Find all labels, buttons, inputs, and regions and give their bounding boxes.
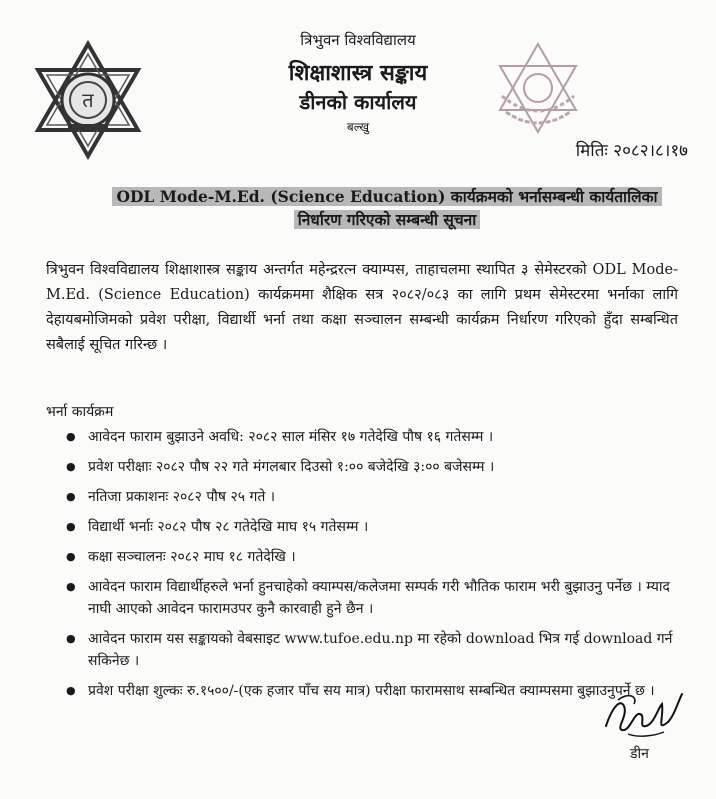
notice-title-line-2 [98, 209, 676, 231]
schedule-item: ● आवेदन फाराम विद्यार्थीहरुले भर्ना हुनचाहेको क्याम्पस/कलेजमा सम्पर्क गरी भौतिक फाराम भरी बुझाउनु पर्नेछ । म्याद नाघी आएको आवेदन फारामउपर कुनै कारवाही हुने छैन । [66, 576, 678, 620]
signature-icon [598, 688, 686, 740]
schedule-item: ● नतिजा प्रकाशनः २०८२ पौष २५ गते । [66, 486, 678, 508]
schedule-item: ● विद्यार्थी भर्नाः २०८२ पौष २८ गतेदेखि माघ १५ गतेसम्म । [66, 516, 678, 538]
schedule-list [66, 426, 678, 710]
notice-title-text-2: निर्धारण गरिएको सम्बन्धी सूचना [294, 210, 481, 229]
university-name: त्रिभुवन विश्वविद्यालय [300, 31, 416, 49]
schedule-item: ● कक्षा सञ्चालनः २०८२ माघ १८ गतेदेखि । [66, 546, 678, 568]
svg-text:त: त [82, 88, 94, 112]
notice-title-text-1: ODL Mode-M.Ed. (Science Education) कार्यक्रमको भर्नासम्बन्धी कार्यतालिका [112, 187, 661, 206]
faculty-name: शिक्षाशास्त्र सङ्काय [288, 60, 428, 86]
intro-paragraph: त्रिभुवन विश्वविद्यालय शिक्षाशास्त्र सङ्काय अन्तर्गत महेन्द्ररत्न क्याम्पस, ताहाचलमा स्थापित ३ सेमेस्टरको ODL Mode-M.Ed. (Science Education) कार्यक्रममा शैक्षिक सत्र २०८२/०८३ का लागि प्रथम सेमेस्टरमा भर्नाका लागि देहायबमोजिमको प्रवेश परीक्षा, विद्यार्थी भर्ना तथा कक्षा सञ्चालन सम्बन्धी कार्यक्रम निर्धारण गरिएको हुँदा सम्बन्धित सबैलाई सूचित गरिन्छ । [46, 262, 678, 353]
notice-date: मितिः २०८२।८।१७ [575, 141, 688, 161]
office-name: डीनको कार्यालय [299, 90, 417, 114]
schedule-item: ● प्रवेश परीक्षाः २०८२ पौष २२ गते मंगलबार दिउसो १:०० बजेदेखि ३:०० बजेसम्म । [66, 456, 678, 478]
dean-title: डीन [630, 746, 649, 762]
schedule-item: ● प्रवेश परीक्षा शुल्कः रु.१५००/-(एक हजार पाँच सय मात्र) परीक्षा फारामसाथ सम्बन्धित क्याम्पसमा बुझाउनुपर्ने छ । [66, 680, 678, 702]
notice-title-line-1 [98, 186, 676, 208]
office-location: बल्खु [346, 120, 370, 134]
schedule-heading: भर्ना कार्यक्रम [46, 404, 114, 420]
schedule-item: ● आवेदन फाराम बुझाउने अवधि: २०८२ साल मंसिर १७ गतेदेखि पौष १६ गतेसम्म । [66, 426, 678, 448]
schedule-item: ● आवेदन फाराम यस सङ्कायको वेबसाइट www.tufoe.edu.np मा रहेको download भित्र गई download गर्न सकिनेछ । [66, 628, 678, 672]
